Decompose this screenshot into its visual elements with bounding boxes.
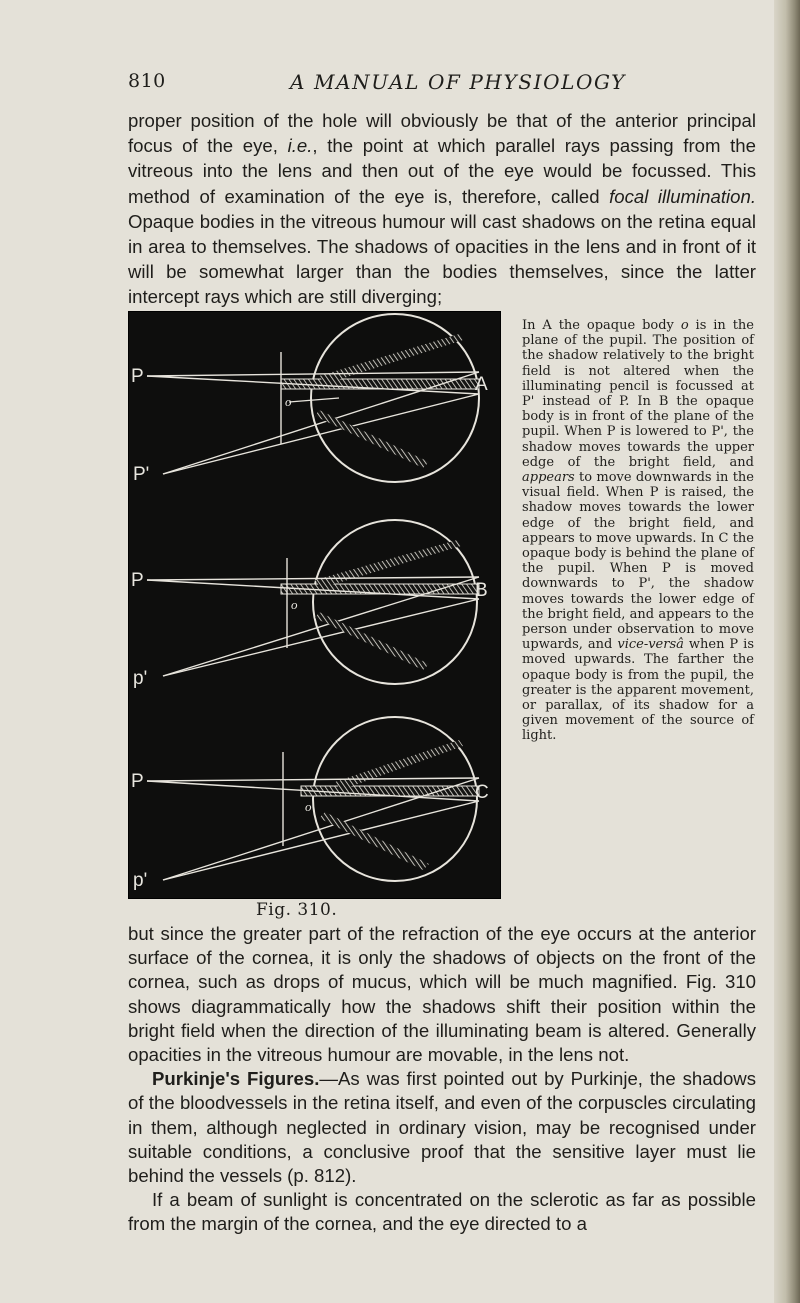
- label-p-prime-c: p': [133, 870, 148, 891]
- label-panel-a: A: [475, 374, 488, 395]
- figure-caption: Fig. 310.: [256, 900, 338, 920]
- top-paragraph: proper position of the hole will obviously be that of the anterior principal focus of the eye, i.e., the point at which parallel rays passing from the vitreous into the lens and then out of the eye would be focussed. This method of examination of the eye is, therefore, called focal illumination. Opaque bodies in the vitreous humour will cast shadows on the retina equal in area to themselves. The shadows of opacities in the lens and in front of it will be somewhat larger than the bodies themselves, since the latter intercept rays which are still diverging;: [128, 110, 756, 308]
- purkinje-heading: Purkinje's Figures.: [152, 1068, 320, 1090]
- label-p-c: P: [131, 771, 144, 792]
- body-text: [128, 922, 756, 1237]
- label-p-a: P: [131, 366, 144, 387]
- page-number: 810: [128, 70, 166, 92]
- diagram-panel-c: [131, 717, 489, 891]
- label-panel-c: C: [475, 782, 489, 803]
- sunlight-paragraph: If a beam of sunlight is concentrated on the sclerotic as far as possible from the margin of the cornea, and the eye directed to a: [128, 1189, 756, 1235]
- label-o-b: o: [291, 597, 298, 612]
- figure-side-note: In A the opaque body o is in the plane of the pupil. The position of the shadow relatively to the bright field is not altered when the illuminating pencil is focussed at P' instead of P. In B the opaque body is in front of the plane of the pupil. When P is lowered to P', the shadow moves towards the upper edge of the bright field, and appears to move downwards in the visual field. When P is raised, the shadow moves towards the lower edge of the bright field, and appears to move upwards. In C the opaque body is behind the plane of the pupil. When P is moved downwards to P', the shadow moves towards the lower edge of the bright field, and appears to the person under observation to move upwards, and vice-versâ when P is moved upwards. The farther the opaque body is from the pupil, the greater is the apparent movement, or parallax, of its shadow for a given movement of the source of light.: [522, 318, 755, 744]
- label-p-prime-a: P': [133, 464, 150, 485]
- diagram-panel-a: [131, 314, 488, 485]
- figure-310-diagram: [128, 311, 501, 899]
- page-header: [128, 70, 748, 100]
- diagram-panel-b: [131, 520, 488, 689]
- label-o-a: o: [285, 394, 292, 409]
- body-paragraph-continuation: but since the greater part of the refraction of the eye occurs at the anterior surface of the cornea, it is only the shadows of objects on the front of the cornea, such as drops of mucus, which will be much magnified. Fig. 310 shows diagrammatically how the shadows shift their position within the bright field when the direction of the illuminating beam is altered. Generally opacities in the vitreous humour are movable, in the lens not.: [128, 923, 756, 1066]
- purkinje-paragraph: Purkinje's Figures.—As was first pointed out by Purkinje, the shadows of the bloodvessels in the retina itself, and even of the corpuscles circulating in them, although neglected in ordinary vision, may be recognised under suitable conditions, a conclusive proof that the sensitive layer must lie behind the vessels (p. 812).: [128, 1068, 757, 1187]
- label-panel-b: B: [475, 580, 488, 601]
- label-p-b: P: [131, 570, 144, 591]
- running-title: A MANUAL OF PHYSIOLOGY: [290, 70, 626, 94]
- page-edge-shadow: [774, 0, 800, 1303]
- label-p-prime-b: p': [133, 668, 148, 689]
- label-o-c: o: [305, 799, 312, 814]
